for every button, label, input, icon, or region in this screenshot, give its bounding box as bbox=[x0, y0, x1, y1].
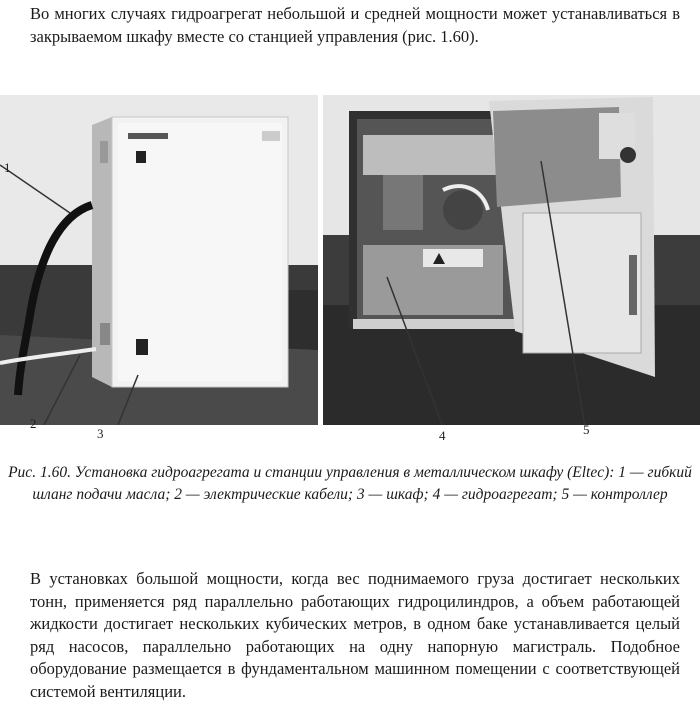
top-paragraph: Во многих случаях гидроагрегат небольшой и средней мощности может устанавливаться в закрываемом шкафу вместе со станцией управления (рис. 1.60). bbox=[30, 4, 680, 46]
callout-3: 3 bbox=[97, 426, 104, 441]
closed-cabinet-illustration bbox=[0, 95, 318, 425]
callout-2: 2 bbox=[30, 416, 37, 431]
photo-open-cabinet bbox=[323, 95, 700, 425]
photo-closed-cabinet bbox=[0, 95, 318, 425]
bottom-paragraph: В установках большой мощности, когда вес поднимаемого груза достигает нескольких тонн, применяется ряд параллельно работающих гидроцилиндров, а объем работающей жидкости достигает нескольких кубических метров, в одном баке устанавливается целый ряд насосов, параллельно работающих на одну напорную магистраль. Подобное оборудование размещается в фундаментальном машинном помещении с соответствующей системой вентиляции. bbox=[30, 569, 680, 701]
callout-1: 1 bbox=[4, 160, 11, 175]
figure-caption: Рис. 1.60. Установка гидроагрегата и станции управления в металлическом шкафу (Eltec): 1 — гибкий шланг подачи масла; 2 — электрические кабели; 3 — шкаф; 4 — гидроагрегат; 5 — контроллер bbox=[8, 464, 692, 503]
callout-4: 4 bbox=[439, 428, 446, 443]
open-cabinet-illustration bbox=[323, 95, 700, 425]
callout-5: 5 bbox=[583, 422, 590, 437]
